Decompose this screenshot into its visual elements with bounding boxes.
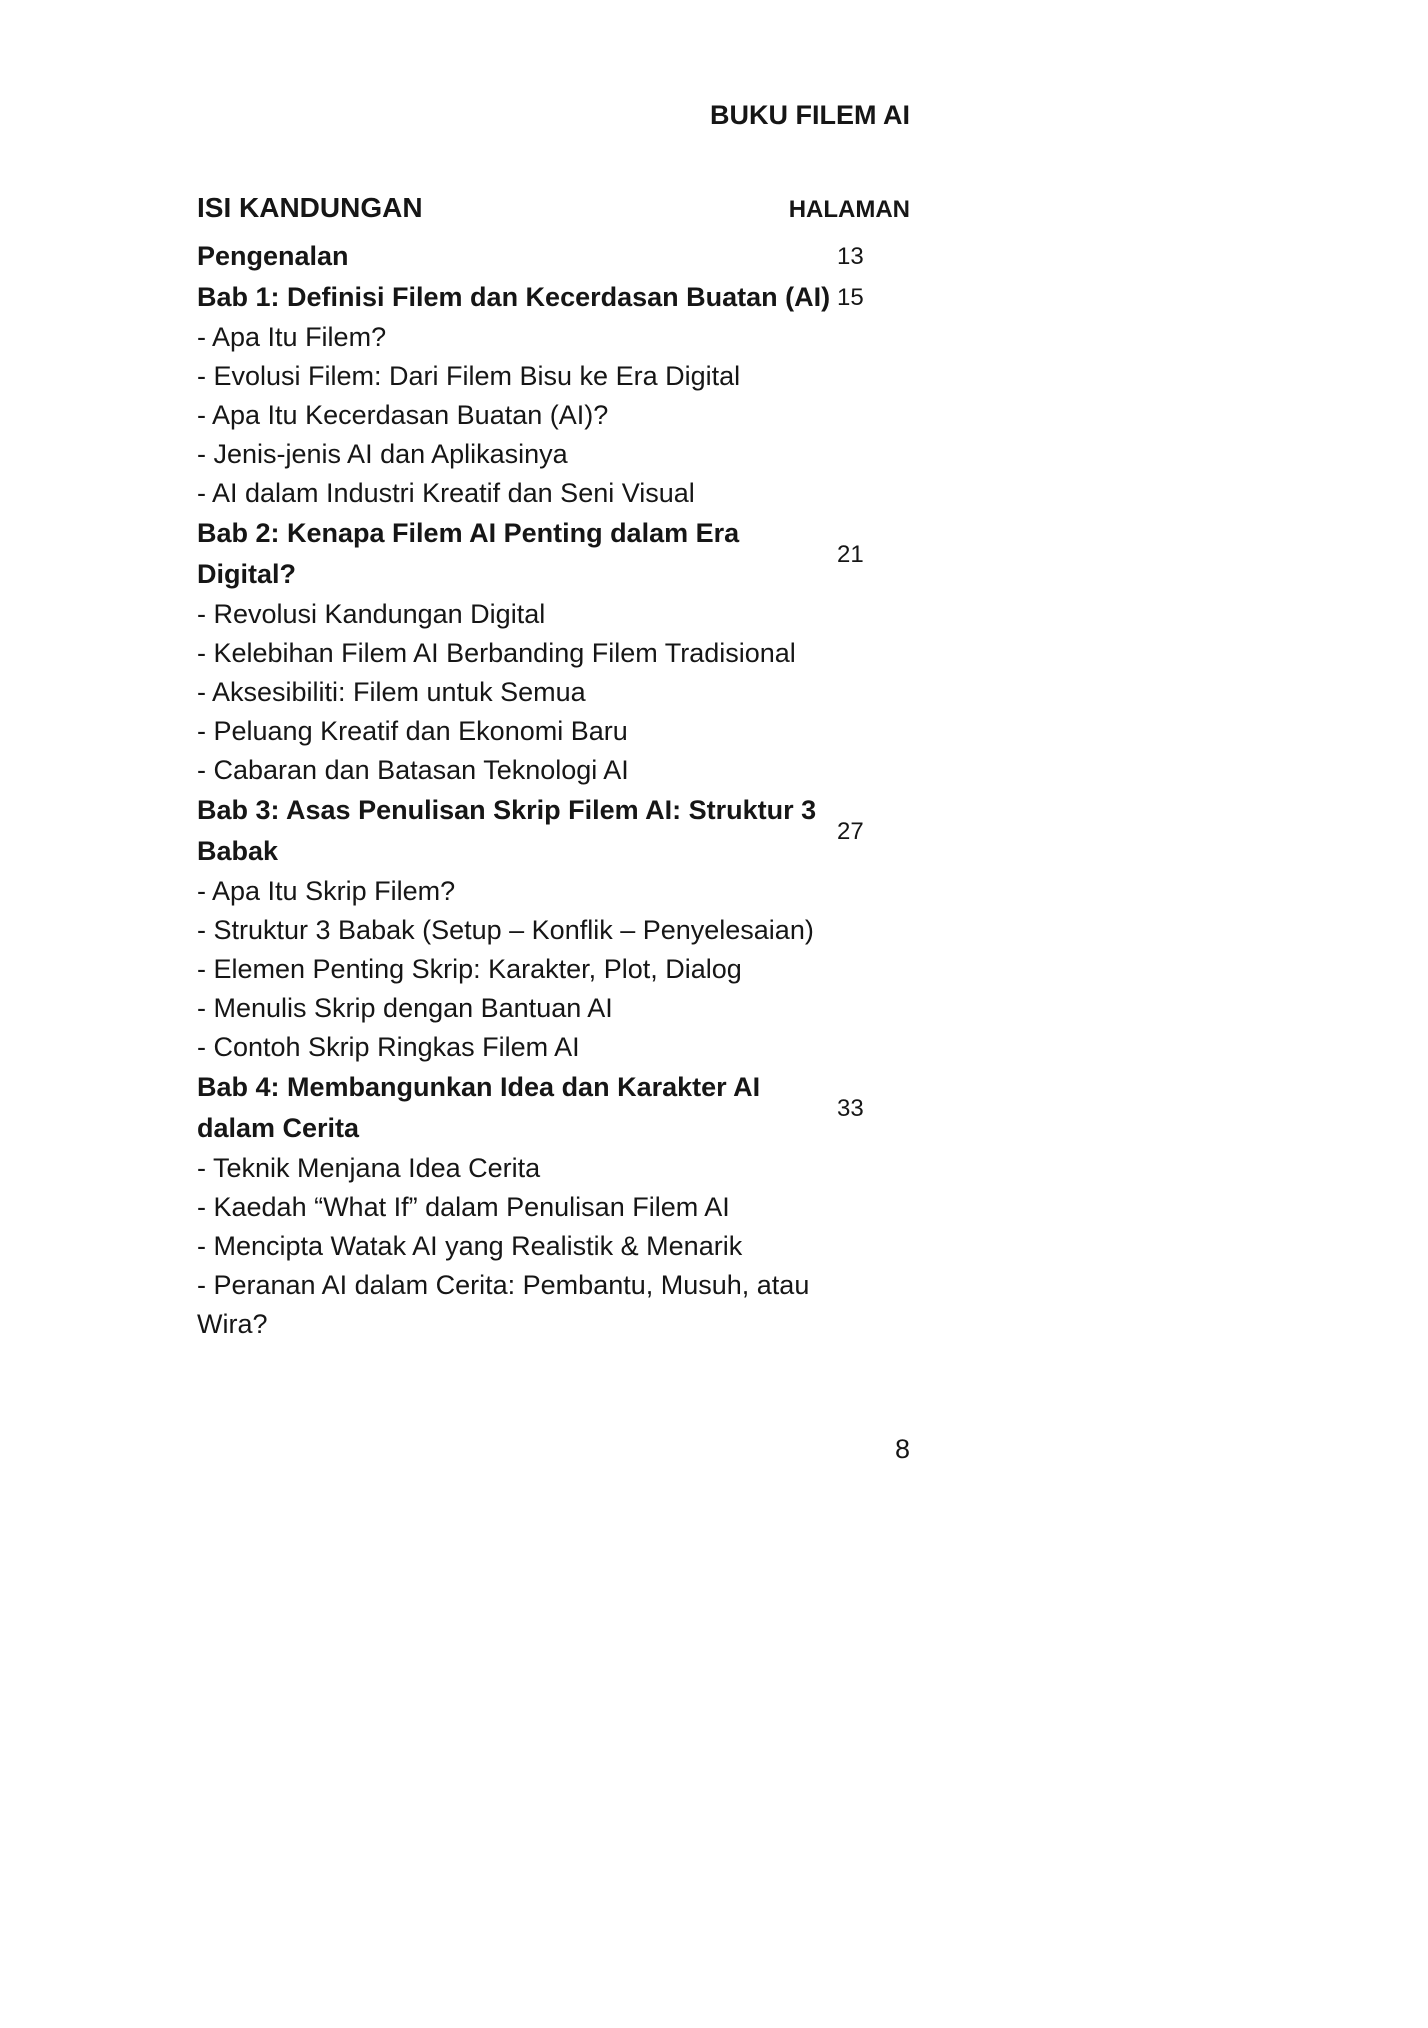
toc-subitem: - Elemen Penting Skrip: Karakter, Plot, Dialog — [197, 954, 742, 984]
toc-subitem: - Menulis Skrip dengan Bantuan AI — [197, 993, 613, 1023]
toc-subitem: - Mencipta Watak AI yang Realistik & Menarik — [197, 1231, 743, 1261]
toc-entry-row — [197, 790, 910, 872]
toc-subitem: - Contoh Skrip Ringkas Filem AI — [197, 1032, 580, 1062]
toc-entry — [197, 236, 910, 277]
toc-subitem: - Peranan AI dalam Cerita: Pembantu, Musuh, atau Wira? — [197, 1270, 810, 1339]
toc-subitem: - Peluang Kreatif dan Ekonomi Baru — [197, 716, 628, 746]
toc-subitem: - Apa Itu Kecerdasan Buatan (AI)? — [197, 400, 609, 430]
toc-subitem: - Revolusi Kandungan Digital — [197, 599, 546, 629]
toc-entry-page-number: 13 — [837, 243, 864, 270]
toc-entry — [197, 1067, 910, 1344]
toc-entry-subitems — [197, 872, 910, 1067]
toc-entry-title: Bab 3: Asas Penulisan Skrip Filem AI: Struktur 3 Babak — [197, 795, 817, 866]
toc-entry-subitems — [197, 1149, 910, 1344]
toc-subitem: - Kaedah “What If” dalam Penulisan Filem AI — [197, 1192, 730, 1222]
toc-entry-title: Pengenalan — [197, 241, 349, 271]
book-title: BUKU FILEM AI — [710, 100, 910, 130]
toc-subitem: - Apa Itu Skrip Filem? — [197, 876, 456, 906]
toc-entry-row — [197, 1067, 910, 1149]
toc-entry-title: Bab 2: Kenapa Filem AI Penting dalam Era Digital? — [197, 518, 740, 589]
toc-entry-title: Bab 4: Membangunkan Idea dan Karakter AI dalam Cerita — [197, 1072, 761, 1143]
toc-entry-subitems — [197, 595, 910, 790]
toc-subitem: - Aksesibiliti: Filem untuk Semua — [197, 677, 586, 707]
toc-entry-row — [197, 236, 910, 277]
content-column — [197, 0, 910, 1344]
toc-subitem: - Teknik Menjana Idea Cerita — [197, 1153, 541, 1183]
toc-entry-subitems — [197, 318, 910, 513]
toc-entry-page-number: 15 — [837, 284, 864, 311]
toc-entry-row — [197, 513, 910, 595]
toc-subitem: - Jenis-jenis AI dan Aplikasinya — [197, 439, 568, 469]
toc-entry — [197, 277, 910, 513]
footer-page-number: 8 — [894, 1434, 910, 1464]
toc-entry — [197, 513, 910, 790]
toc-entry-page-number: 21 — [837, 540, 864, 568]
toc-entry-row — [197, 277, 910, 318]
toc-subitem: - AI dalam Industri Kreatif dan Seni Visual — [197, 478, 695, 508]
toc-subitem: - Apa Itu Filem? — [197, 322, 387, 352]
toc-header-row — [197, 192, 910, 224]
toc-subitem: - Evolusi Filem: Dari Filem Bisu ke Era Digital — [197, 361, 741, 391]
toc-list — [197, 236, 910, 1344]
toc-entry-page-number: 33 — [837, 1094, 864, 1122]
toc-entry-title: Bab 1: Definisi Filem dan Kecerdasan Buatan (AI) — [197, 282, 831, 312]
toc-subitem: - Struktur 3 Babak (Setup – Konflik – Penyelesaian) — [197, 915, 814, 945]
toc-subitem: - Cabaran dan Batasan Teknologi AI — [197, 755, 629, 785]
toc-subitem: - Kelebihan Filem AI Berbanding Filem Tradisional — [197, 638, 796, 668]
toc-page-column-header: HALAMAN — [788, 196, 910, 223]
toc-entry — [197, 790, 910, 1067]
toc-heading: ISI KANDUNGAN — [197, 192, 423, 223]
toc-entry-page-number: 27 — [837, 817, 864, 845]
